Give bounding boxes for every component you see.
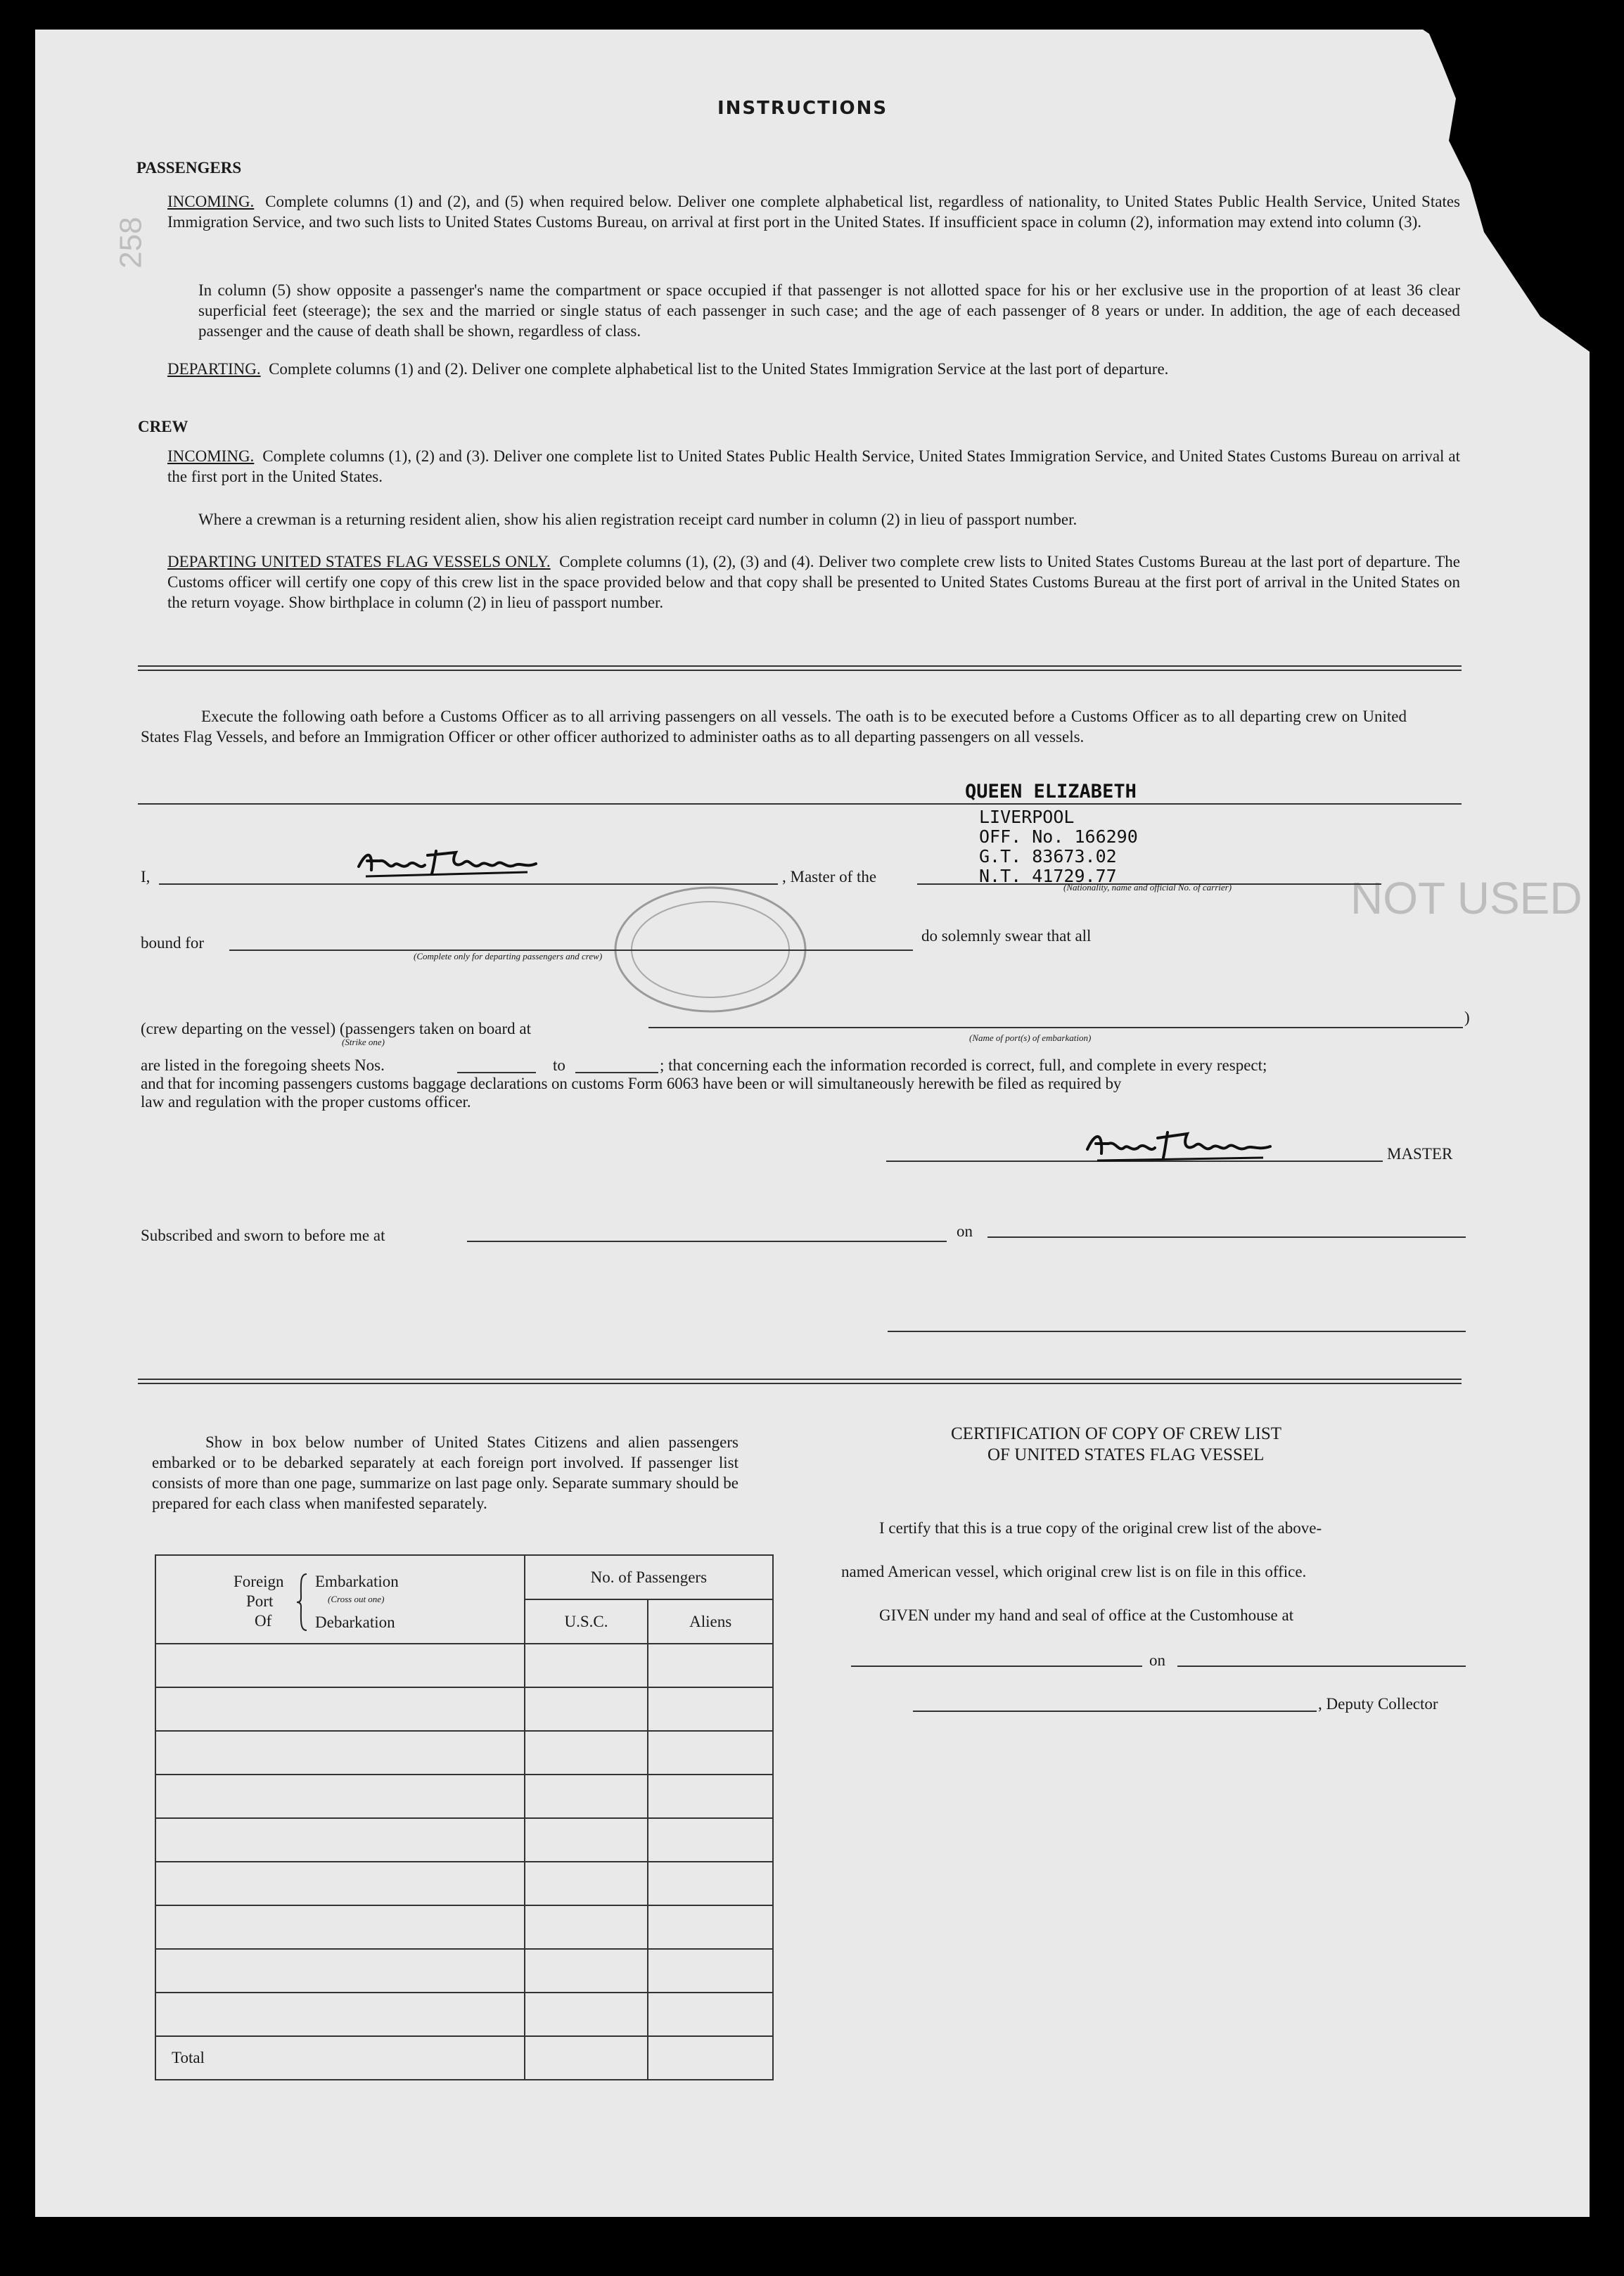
foreign-label: Foreign — [234, 1573, 284, 1590]
subscribed-text: Subscribed and sworn to before me at — [141, 1227, 385, 1244]
summary-text: Show in box below number of United States Citizens and alien passengers embarked or to be debarked separately at each foreign port involved. If passenger list consists of more than one page, summarize on last page only. Separate summary should be prepared for each class when manifested separately. — [152, 1433, 739, 1512]
vessel-stamp-gross-tonnage: G.T. 83673.02 — [979, 846, 1117, 867]
master-label: MASTER — [1387, 1145, 1453, 1163]
vessel-stamp-name: QUEEN ELIZABETH — [965, 781, 1137, 803]
swear-text: do solemnly swear that all — [921, 927, 1092, 945]
carrier-note: (Nationality, name and official No. of carrier) — [1063, 882, 1232, 893]
usc-header: U.S.C. — [564, 1612, 608, 1630]
total-label: Total — [172, 2049, 205, 2066]
cross-out-note: (Cross out one) — [328, 1594, 385, 1604]
section-divider-2 — [138, 1379, 1462, 1384]
crew-departing-text: Complete columns (1), (2), (3) and (4). Deliver two complete crew lists to United States Customs Bureau at the last port of departure. The Customs officer will certify one copy of this crew list in the space provided below and that copy shall be presented to United States Customs Bureau at the first port of arrival in the United States on the return voyage. Show birthplace in column (2) in lieu of passport number. — [167, 553, 1461, 611]
certification-title-2: OF UNITED STATES FLAG VESSEL — [987, 1445, 1265, 1464]
certification-line-2: named American vessel, which original crew list is on file in this office. — [841, 1563, 1307, 1580]
master-signature — [352, 838, 549, 888]
customhouse-line[interactable] — [851, 1666, 1142, 1667]
deputy-collector-label: , Deputy Collector — [1318, 1695, 1438, 1713]
to-label: to — [553, 1056, 565, 1074]
certification-title-1: CERTIFICATION OF COPY OF CREW LIST — [951, 1424, 1282, 1443]
oath-intro: Execute the following oath before a Customs Officer as to all arriving passengers on all vessels. The oath is to be executed before a Customs Officer as to all departing crew on United States Flag Vessels, and before an Immigration Officer or other officer authorized to administer oaths as to all departing passengers on all vessels. — [141, 708, 1407, 746]
bound-for-note: (Complete only for departing passengers and crew) — [414, 951, 603, 961]
crew-title: CREW — [138, 418, 188, 435]
crew-departing — [167, 551, 1460, 613]
deputy-collector-line[interactable] — [913, 1711, 1317, 1712]
foregoing-text-a: are listed in the foregoing sheets Nos. — [141, 1056, 385, 1074]
ports-note: (Name of port(s) of embarkation) — [969, 1032, 1092, 1043]
certification-on-label: on — [1149, 1651, 1165, 1669]
passengers-departing — [167, 359, 1460, 379]
subscribed-date-line[interactable] — [987, 1236, 1466, 1238]
passengers-title: PASSENGERS — [136, 159, 242, 177]
crew-incoming-label: INCOMING. — [167, 447, 255, 465]
total-row — [155, 2036, 773, 2080]
ghost-number: 258 — [113, 217, 148, 269]
port-label: Port — [246, 1592, 274, 1610]
crew-passengers-text: (crew departing on the vessel) (passengers taken on board at — [141, 1020, 531, 1037]
subscribed-place-line[interactable] — [467, 1241, 947, 1242]
passengers-incoming — [167, 191, 1460, 232]
aliens-header: Aliens — [689, 1612, 732, 1630]
subscribed-on-label: on — [957, 1222, 973, 1240]
brace-icon — [295, 1573, 309, 1632]
debarkation-label: Debarkation — [315, 1613, 395, 1631]
passengers-incoming-text: Complete columns (1) and (2), and (5) when required below. Deliver one complete alphabetical list, regardless of nationality, to United States Public Health Service, United States Immigration Service, and two such lists to United States Customs Bureau, on arrival at first port in the United States. If insufficient space in column (2), information may extend into column (3). — [167, 193, 1461, 231]
master-of-the-label: , Master of the — [782, 868, 877, 886]
certification-date-line[interactable] — [1177, 1666, 1466, 1667]
vessel-stamp-net-tonnage: N.T. 41729.77 — [979, 866, 1117, 886]
strike-one-note: (Strike one) — [342, 1037, 385, 1047]
foregoing-text-c: and that for incoming passengers customs baggage declarations on customs Form 6063 have been or will simultaneously herewith be filed as required by — [141, 1075, 1122, 1092]
passengers-departing-label: DEPARTING. — [167, 360, 261, 378]
certification-line-3: GIVEN under my hand and seal of office at the Customhouse at — [879, 1606, 1294, 1624]
ports-line[interactable] — [648, 1027, 1463, 1028]
table-row — [155, 1731, 773, 1775]
page-title: INSTRUCTIONS — [717, 98, 888, 119]
crew-incoming-text: Complete columns (1), (2) and (3). Deliver one complete list to United States Public Health Service, United States Immigration Service, and United States Customs Bureau on arrival at the first port in the United States. — [167, 447, 1461, 485]
table-row — [155, 1862, 773, 1905]
section-divider — [138, 665, 1462, 671]
no-of-passengers-header: No. of Passengers — [590, 1568, 708, 1586]
oath-i-label: I, — [141, 868, 151, 886]
passenger-summary-table — [155, 1554, 774, 2080]
table-row — [155, 1949, 773, 1993]
crew-alien: Where a crewman is a returning resident alien, show his alien registration receipt card number in column (2) in lieu of passport number. — [198, 511, 1078, 528]
table-row — [155, 1993, 773, 2036]
passengers-column5: In column (5) show opposite a passenger's name the compartment or space occupied if that passenger is not allotted space for his or her exclusive use in the proportion of at least 36 clear superficial feet (steerage); the sex and the married or single status of each passenger in such case; and the age of each passenger of 8 years or under. In addition, the age of each deceased passenger and the cause of death shall be shown, regardless of class. — [198, 281, 1460, 340]
table-row — [155, 1818, 773, 1862]
master-signature-2 — [1080, 1118, 1284, 1175]
close-paren: ) — [1464, 1009, 1470, 1026]
ghost-stamp: NOT USED — [1350, 873, 1583, 923]
crew-departing-label: DEPARTING UNITED STATES FLAG VESSELS ONLY. — [167, 553, 551, 570]
table-row — [155, 1687, 773, 1731]
officer-signature-line[interactable] — [888, 1331, 1466, 1332]
foregoing-text-d: law and regulation with the proper customs officer. — [141, 1093, 471, 1111]
table-row — [155, 1775, 773, 1818]
foregoing-text-b: ; that concerning each the information recorded is correct, full, and complete in every respect; — [660, 1056, 1267, 1074]
table-row — [155, 1905, 773, 1949]
certification-line-1: I certify that this is a true copy of the original crew list of the above- — [879, 1519, 1322, 1537]
vessel-stamp-official-no: OFF. No. 166290 — [979, 826, 1138, 847]
vessel-stamp-port: LIVERPOOL — [979, 807, 1075, 827]
bound-for-label: bound for — [141, 934, 205, 952]
embarkation-label: Embarkation — [315, 1573, 399, 1590]
passengers-incoming-label: INCOMING. — [167, 193, 255, 210]
crew-incoming — [167, 446, 1460, 487]
passengers-departing-text: Complete columns (1) and (2). Deliver one complete alphabetical list to the United States Immigration Service at the last port of departure. — [269, 360, 1169, 378]
table-row — [155, 1644, 773, 1687]
rule — [138, 803, 1462, 805]
of-label: Of — [255, 1612, 272, 1630]
